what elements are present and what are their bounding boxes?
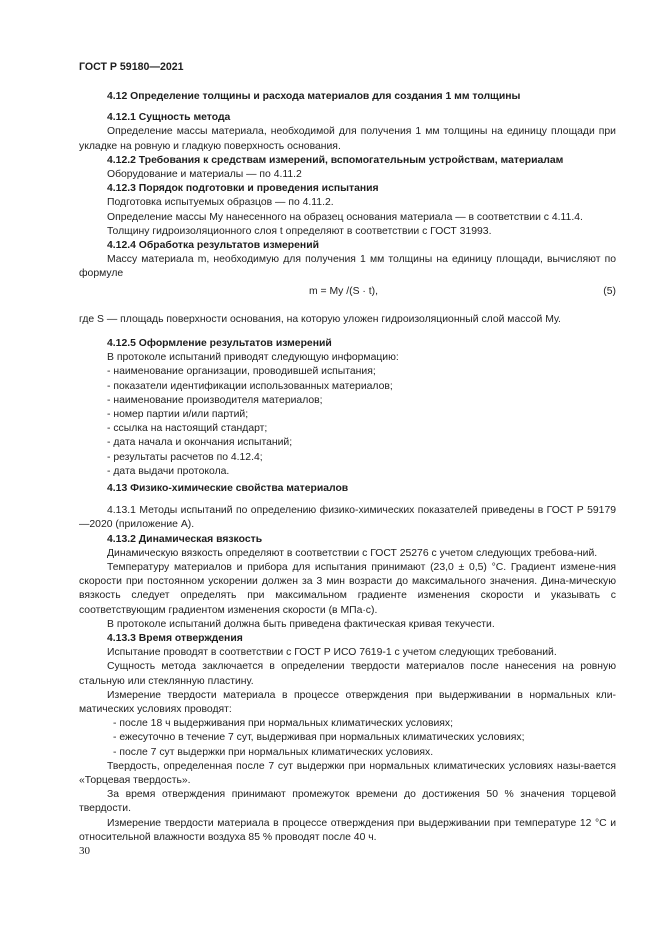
paragraph-4-13-2-a: Динамическую вязкость определяют в соответствии с ГОСТ 25276 с учетом следующих требова-ний. bbox=[107, 547, 598, 559]
formula-number: (5) bbox=[603, 286, 616, 297]
page-number: 30 bbox=[79, 845, 90, 857]
paragraph-4-13-3-e: За время отверждения принимают промежуток времени до достижения 50 % значения торцевой твердости. bbox=[79, 789, 616, 815]
paragraph-4-13-3-b: Сущность метода заключается в определении твердости материалов после нанесения на ровную стальную или стеклянную пластину. bbox=[79, 661, 616, 687]
paragraph-4-12-3-b: Определение массы Mу нанесенного на образец основания материала — в соответствии с 4.11.4. bbox=[107, 211, 583, 223]
formula-explanation bbox=[79, 313, 616, 327]
paragraph-4-12-5-intro: В протоколе испытаний приводят следующую информацию: bbox=[107, 352, 399, 364]
list-item: - результаты расчетов по 4.12.4; bbox=[107, 451, 263, 463]
subsection-title-4-13-3: 4.13.3 Время отверждения bbox=[107, 633, 243, 645]
formula-5 bbox=[79, 285, 616, 299]
list-item: - после 18 ч выдерживания при нормальных климатических условиях; bbox=[113, 718, 453, 730]
formula-expression: m = Mу /(S · t), bbox=[309, 286, 378, 297]
paragraph-4-13-3-d: Твердость, определенная после 7 сут выдержки при нормальных климатических условиях назы-вается «Торцевая твердость». bbox=[79, 760, 616, 787]
paragraph-4-13-3-f: Измерение твердости материала в процессе отверждения при выдерживании при температуре 12 °С и относительной влажности воздуха 85 % проводят после 40 ч. bbox=[79, 817, 616, 843]
subsection-title-4-12-4: 4.12.4 Обработка результатов измерений bbox=[107, 240, 319, 252]
subsection-title-4-12-2: 4.12.2 Требования к средствам измерений, вспомогательным устройствам, материалам bbox=[107, 154, 564, 166]
paragraph-4-13-3-a: Испытание проводят в соответствии с ГОСТ Р ИСО 7619-1 с учетом следующих требований. bbox=[107, 647, 557, 659]
section-4-12-5 bbox=[79, 337, 616, 479]
paragraph-4-12-3-a: Подготовка испытуемых образцов — по 4.11.2. bbox=[107, 197, 334, 209]
subsection-title-4-12-5: 4.12.5 Оформление результатов измерений bbox=[107, 338, 332, 349]
list-item: - показатели идентификации использованных материалов; bbox=[107, 380, 393, 392]
paragraph-4-12-1: Определение массы материала, необходимой для получения 1 мм толщины на единицу площади при укладке на ровную и гладкую поверхность основания. bbox=[79, 126, 616, 152]
paragraph-4-12-2: Оборудование и материалы — по 4.11.2 bbox=[107, 169, 302, 181]
section-title-4-12: 4.12 Определение толщины и расхода материалов для создания 1 мм толщины bbox=[107, 91, 521, 102]
paragraph-4-13-3-c: Измерение твердости материала в процессе отверждения при выдерживании в нормальных кли-матических условиях проводят: bbox=[79, 689, 616, 716]
paragraph-4-13-2-b: Температуру материалов и прибора для испытания принимают (23,0 ± 0,5) °С. Градиент измене-ния скорости при постоянном ускорении должен за 3 мин возрасти до максимального значения. Дина-мическую вязкость следует определять при максимальном градиенте изменения скорости и указывать с соответствующим градиентом изменения скорости (в МПа·с). bbox=[79, 562, 616, 616]
document-header: ГОСТ Р 59180—2021 bbox=[79, 61, 184, 73]
list-item: - дата начала и окончания испытаний; bbox=[107, 437, 293, 449]
section-4-12 bbox=[79, 90, 616, 282]
list-item: - дата выдачи протокола. bbox=[107, 465, 230, 477]
list-item: - ежесуточно в течение 7 сут, выдерживая при нормальных климатических условиях; bbox=[113, 732, 525, 744]
list-item: - наименование организации, проводившей испытания; bbox=[107, 366, 376, 378]
list-item: - наименование производителя материалов; bbox=[107, 394, 323, 406]
paragraph-4-13-1: 4.13.1 Методы испытаний по определению физико-химических показателей приведены в ГОСТ Р 59179—2020 (приложение А). bbox=[79, 505, 616, 531]
list-item: - ссылка на настоящий стандарт; bbox=[107, 423, 268, 435]
list-item: - после 7 сут выдержки при нормальных климатических условиях. bbox=[113, 746, 434, 758]
where-text: где S — площадь поверхности основания, на которую уложен гидроизоляционный слой массой Mу. bbox=[79, 314, 561, 325]
paragraph-4-13-2-c: В протоколе испытаний должна быть приведена фактическая кривая текучести. bbox=[107, 618, 495, 630]
paragraph-4-12-3-c: Толщину гидроизоляционного слоя t определяют в соответствии с ГОСТ 31993. bbox=[107, 225, 492, 237]
list-item: - номер партии и/или партий; bbox=[107, 409, 249, 421]
paragraph-4-12-4: Массу материала m, необходимую для получения 1 мм толщины на единицу площади, вычисляют по формуле bbox=[79, 254, 616, 280]
section-title-4-13: 4.13 Физико-химические свойства материалов bbox=[107, 483, 349, 494]
subsection-title-4-12-3: 4.12.3 Порядок подготовки и проведения испытания bbox=[107, 183, 379, 195]
subsection-title-4-13-2: 4.13.2 Динамическая вязкость bbox=[107, 533, 263, 545]
subsection-title-4-12-1: 4.12.1 Сущность метода bbox=[107, 112, 231, 124]
section-4-13 bbox=[79, 482, 616, 845]
